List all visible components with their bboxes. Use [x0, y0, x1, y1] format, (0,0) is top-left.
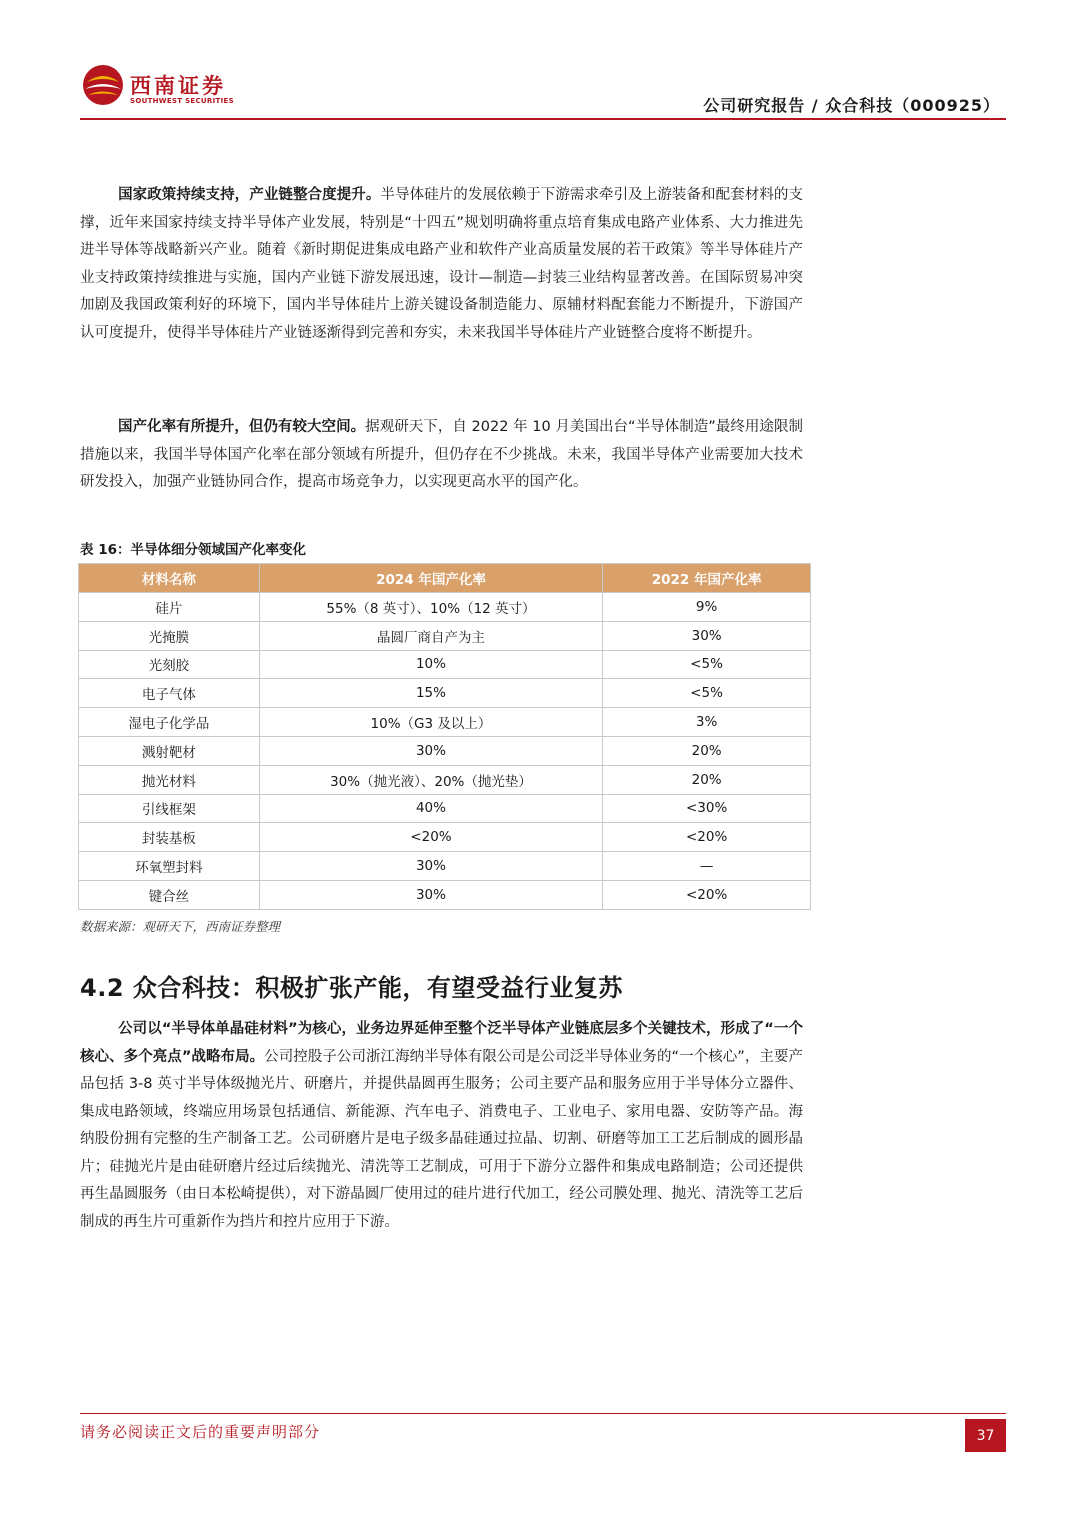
table-cell: 20%	[603, 765, 811, 794]
table-cell: 30%（抛光液）、20%（抛光垫）	[259, 765, 603, 794]
table-header-row	[79, 564, 811, 593]
paragraph-lead: 国产化率有所提升，但仍有较大空间。	[118, 419, 366, 435]
header-divider	[80, 118, 1006, 120]
paragraph-policy	[80, 182, 803, 347]
table-cell: 溅射靶材	[79, 736, 260, 765]
table-cell: 光刻胶	[79, 650, 260, 679]
table-cell: 湿电子化学品	[79, 708, 260, 737]
report-title: 公司研究报告 / 众合科技（000925）	[703, 96, 1000, 115]
logo-text-cn: 西南证券	[130, 73, 226, 98]
table-cell: 30%	[259, 736, 603, 765]
table-cell: 引线框架	[79, 794, 260, 823]
section-heading: 4.2 众合科技：积极扩张产能，有望受益行业复苏	[80, 974, 623, 1002]
table-row	[79, 823, 811, 852]
table-row	[79, 650, 811, 679]
table-cell: 9%	[603, 593, 811, 622]
table-cell: 30%	[603, 621, 811, 650]
localization-rate-table	[78, 563, 811, 910]
footer-divider	[80, 1413, 1006, 1414]
paragraph-lead: 国家政策持续支持，产业链整合度提升。	[118, 187, 381, 203]
table-cell: 55%（8 英寸）、10%（12 英寸）	[259, 593, 603, 622]
table-row	[79, 679, 811, 708]
paragraph-body: 据观研天下，自 2022 年 10 月美国出台“半导体制造”最终用途限制措施以来，我国半导体国产化率在部分领域有所提升，但仍存在不少挑战。未来，我国半导体产业需要加大技术研发投入，加强产业链协同合作，提高市场竞争力，以实现更高水平的国产化。	[80, 419, 804, 490]
disclaimer-notice: 请务必阅读正文后的重要声明部分	[80, 1423, 321, 1441]
table-source-note: 数据来源：观研天下，西南证券整理	[80, 919, 281, 934]
paragraph-body: 公司控股子公司浙江海纳半导体有限公司是公司泛半导体业务的“一个核心”，主要产品包括 3-8 英寸半导体级抛光片、研磨片，并提供晶圆再生服务；公司主要产品和服务应用于半导体分立器件、集成电路领域，终端应用场景包括通信、新能源、汽车电子、消费电子、工业电子、家用电器、安防等产品。海纳股份拥有完整的生产制备工艺。公司研磨片是电子级多晶硅通过拉晶、切割、研磨等加工工艺后制成的圆形晶片；硅抛光片是由硅研磨片经过后续抛光、清洗等工艺制成，可用于下游分立器件和集成电路制造；公司还提供再生晶圆服务（由日本松崎提供），对下游晶圆厂使用过的硅片进行代加工，经公司膜处理、抛光、清洗等工艺后制成的再生片可重新作为挡片和控片应用于下游。	[80, 1048, 803, 1230]
table-cell: <20%	[603, 823, 811, 852]
table-row	[79, 794, 811, 823]
table-cell: 20%	[603, 736, 811, 765]
column-header: 2022 年国产化率	[603, 564, 811, 593]
paragraph-localization	[80, 414, 803, 497]
page-number: 37	[965, 1419, 1006, 1452]
table-cell: 3%	[603, 708, 811, 737]
column-header: 2024 年国产化率	[259, 564, 603, 593]
table-cell: <30%	[603, 794, 811, 823]
table-cell: <5%	[603, 679, 811, 708]
table-cell: 电子气体	[79, 679, 260, 708]
table-caption: 表 16：半导体细分领域国产化率变化	[80, 542, 306, 558]
column-header: 材料名称	[79, 564, 260, 593]
paragraph-body: 半导体硅片的发展依赖于下游需求牵引及上游装备和配套材料的支撑，近年来国家持续支持半导体产业发展，特别是“十四五”规划明确将重点培育集成电路产业体系、大力推进先进半导体等战略新兴产业。随着《新时期促进集成电路产业和软件产业高质量发展的若干政策》等半导体硅片产业支持政策持续推进与实施，国内产业链下游发展迅速，设计—制造—封装三业结构显著改善。在国际贸易冲突加剧及我国政策利好的环境下，国内半导体硅片上游关键设备制造能力、原辅材料配套能力不断提升，下游国产认可度提升，使得半导体硅片产业链逐渐得到完善和夯实，未来我国半导体硅片产业链整合度将不断提升。	[80, 187, 804, 341]
table-row	[79, 593, 811, 622]
table-row	[79, 852, 811, 881]
table-cell: 抛光材料	[79, 765, 260, 794]
table-row	[79, 621, 811, 650]
table-cell: <20%	[259, 823, 603, 852]
table-cell: 光掩膜	[79, 621, 260, 650]
table-cell: 晶圆厂商自产为主	[259, 621, 603, 650]
logo-emblem-icon	[80, 62, 126, 108]
table-cell: <20%	[603, 880, 811, 909]
paragraph-company	[80, 1016, 803, 1236]
table-cell: 环氧塑封料	[79, 852, 260, 881]
table-cell: —	[603, 852, 811, 881]
table-row	[79, 765, 811, 794]
table-cell: 10%（G3 及以上）	[259, 708, 603, 737]
table-row	[79, 880, 811, 909]
table-cell: 15%	[259, 679, 603, 708]
table-cell: 30%	[259, 880, 603, 909]
paragraph-lead: 公司以“半导体单晶硅材料”为核心，业务边界延伸至整个泛半导体产业链底层多个关键技术，形成了“一个核心、多个亮点”战略布局。	[80, 1021, 803, 1065]
company-logo	[80, 62, 240, 112]
table-cell: <5%	[603, 650, 811, 679]
logo-text-en: SOUTHWEST SECURITIES	[130, 97, 234, 105]
table-cell: 10%	[259, 650, 603, 679]
table-row	[79, 708, 811, 737]
table-cell: 键合丝	[79, 880, 260, 909]
table-cell: 30%	[259, 852, 603, 881]
table-cell: 封装基板	[79, 823, 260, 852]
table-cell: 硅片	[79, 593, 260, 622]
page-header	[0, 0, 1080, 125]
table-row	[79, 736, 811, 765]
table-cell: 40%	[259, 794, 603, 823]
